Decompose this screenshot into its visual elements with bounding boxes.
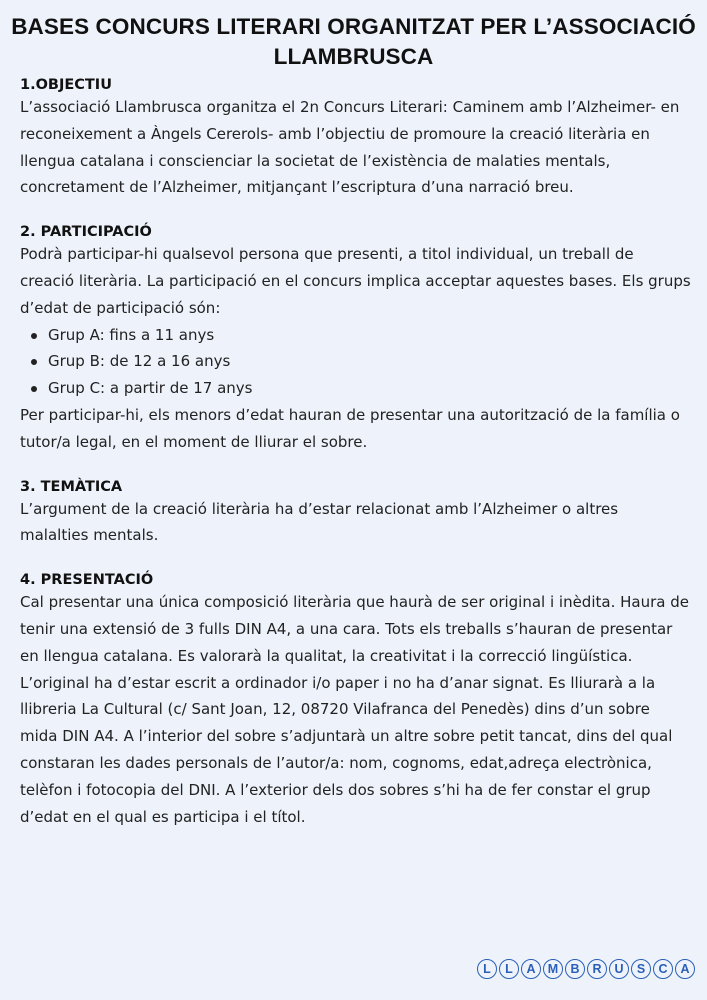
bullet-icon [31,333,37,339]
section-text: L’associació Llambrusca organitza el 2n Concurs Literari: Caminem amb l’Alzheimer- en reconeixement a Àngels Cererols- amb l’objectiu de promoure la creació literària en llengua catalana i conscienciar la societat de l’existència de malaties mentals, concretament de l’Alzheimer, mitjançant l’escriptura d’una narració breu. [20,98,680,197]
list-item: Grup C: a partir de 17 anys [20,375,691,402]
logo-letter: C [653,959,673,979]
llambrusca-logo [477,959,695,979]
logo-letter: A [521,959,541,979]
section-participacio [20,223,691,455]
bullet-icon [31,359,37,365]
section-heading: 4. PRESENTACIÓ [20,572,154,589]
logo-letter: A [675,959,695,979]
section-heading: 1.OBJECTIU [20,77,112,93]
logo-letter: S [631,959,651,979]
document-title: BASES CONCURS LITERARI ORGANITZAT PER L’ASSOCIACIÓ LLAMBRUSCA [11,14,696,69]
logo-letter: L [477,959,497,979]
list-item: Grup B: de 12 a 16 anys [20,348,691,375]
section-text: Podrà participar-hi qualsevol persona que presenti, a titol individual, un treball de creació literària. La participació en el concurs implica acceptar aquestes bases. Els grups d’edat de participació són: [20,245,691,317]
section-text: L’argument de la creació literària ha d’estar relacionat amb l’Alzheimer o altres malalties mentals. [20,499,619,545]
section-presentacio [20,571,691,830]
section-heading: 3. TEMÀTICA [20,478,123,495]
section-heading: 2. PARTICIPACIÓ [20,224,152,241]
section-note: Per participar-hi, els menors d’edat hauran de presentar una autorització de la família o tutor/a legal, en el moment de lliurar el sobre. [20,405,680,451]
list-item: Grup A: fins a 11 anys [20,322,691,349]
section-objectiu [20,76,691,201]
age-group-list [20,322,691,402]
logo-letter: U [609,959,629,979]
logo-letter: B [565,959,585,979]
logo-letter: M [543,959,563,979]
logo-letter: R [587,959,607,979]
section-text: Cal presentar una única composició literària que haurà de ser original i inèdita. Haura de tenir una extensió de 3 fulls DIN A4, a una cara. Tots els treballs s’hauran de presentar en llengua catalana. Es valorarà la qualitat, la creativitat i la correcció lingüística. L’original ha d’estar escrit a ordinador i/o paper i no ha d’anar signat. Es lliurarà a la llibreria La Cultural (c/ Sant Joan, 12, 08720 Vilafranca del Penedès) dins d’un sobre mida DIN A4. A l’interior del sobre s’adjuntarà un altre sobre petit tancat, dins del qual constaran les dades personals de l’autor/a: nom, cognoms, edat,adreça electrònica, telèfon i fotocopia del DNI. A l’exterior dels dos sobres s’hi ha de fer constar el grup d’edat en el qual es participa i el títol. [20,593,689,826]
bullet-icon [31,386,37,392]
section-tematica [20,478,691,550]
logo-letter: L [499,959,519,979]
